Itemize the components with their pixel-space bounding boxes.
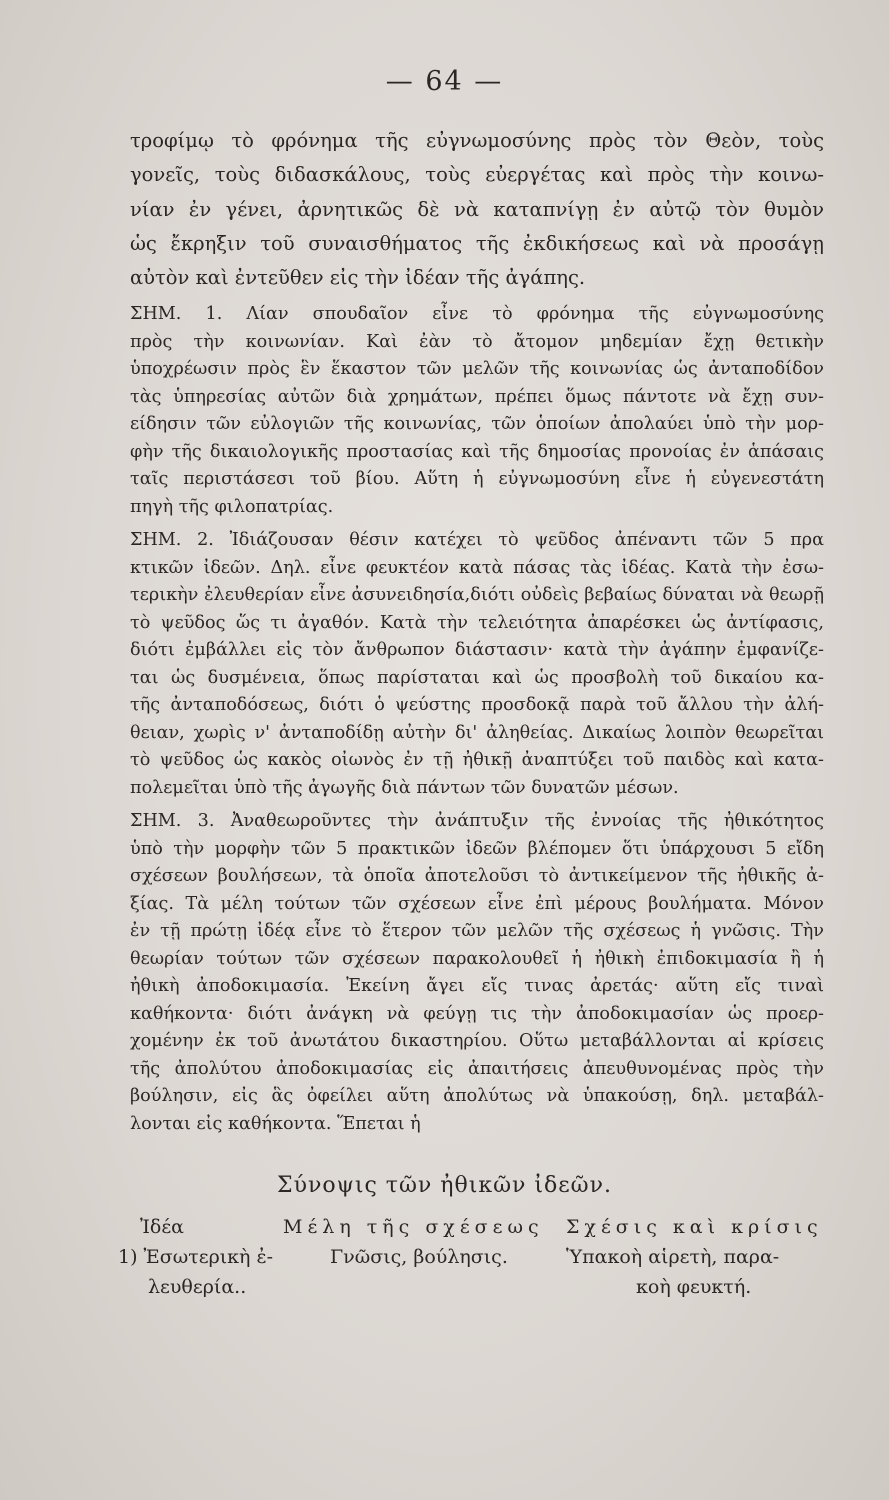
text-line: διότι ἐμβάλλει εἰς τὸν ἄνθρωπον διάστασιν· κατὰ τὴν ἀγάπην ἐμφανίζε- (130, 640, 824, 661)
text-line: φὴν τῆς δικαιολογικῆς προστασίας καὶ τῆς δημοσίας προνοίας ἐν ἁπάσαις (130, 441, 824, 462)
text-line: τῆς ἀνταποδόσεως, διότι ὁ ψεύστης προσδοκᾷ παρὰ τοῦ ἄλλου τὴν ἀλή- (130, 695, 824, 716)
text-line: τὰς ὑπηρεσίας αὐτῶν διὰ χρημάτων, πρέπει ὅμως πάντοτε νὰ ἔχῃ συν- (130, 386, 824, 407)
page-number: — 64 — (385, 66, 504, 97)
text-line: ΣΗΜ. 2. Ἰδιάζουσαν θέσιν κατέχει τὸ ψεῦδος ἀπέναντι τῶν 5 πρα (130, 530, 824, 551)
table-cell: λευθερία.. (148, 1276, 247, 1298)
table-row (118, 1246, 838, 1276)
text-line: ξίας. Τὰ μέλη τούτων τῶν σχέσεων εἶνε ἐπὶ μέρους βουλήματα. Μόνον (130, 893, 824, 914)
table-header-row (118, 1216, 838, 1246)
text-line: βούλησιν, εἰς ἃς ὀφείλει αὕτη ἀπολύτως νὰ ὑπακούσῃ, δηλ. μεταβάλ- (130, 1086, 824, 1107)
text-line: ὑποχρέωσιν πρὸς ἓν ἕκαστον τῶν μελῶν τῆς κοινωνίας ὡς ἀνταποδίδον (130, 359, 824, 380)
text-line: ΣΗΜ. 1. Λίαν σπουδαῖον εἶνε τὸ φρόνημα τῆς εὐγνωμοσύνης (130, 304, 824, 325)
page-body (130, 124, 824, 1138)
text-line: ὑπὸ τὴν μορφὴν τῶν 5 πρακτικῶν ἰδεῶν βλέπομεν ὅτι ὑπάρχουσι 5 εἴδη (130, 838, 824, 859)
text-line: ἠθικὴ ἀποδοκιμασία. Ἐκείνη ἄγει εἴς τινας ἀρετάς· αὕτη εἴς τιναὶ (130, 976, 824, 997)
note-2 (130, 527, 824, 802)
text-line: χομένην ἐκ τοῦ ἀνωτάτου δικαστηρίου. Οὕτω μεταβάλλονται αἱ κρίσεις (130, 1031, 824, 1052)
text-line: ται ὡς δυσμένεια, ὅπως παρίσταται καὶ ὡς προσβολὴ τοῦ δικαίου κα- (130, 667, 824, 688)
text-line: γονεῖς, τοὺς διδασκάλους, τοὺς εὐεργέτας καὶ πρὸς τὴν κοινω- (130, 163, 824, 187)
text-line: ταῖς περιστάσεσι τοῦ βίου. Αὕτη ἡ εὐγνωμοσύνη εἶνε ἡ εὐγενεστάτη (130, 469, 824, 490)
table-cell: Γνῶσις, βούλησις. (330, 1246, 508, 1268)
text-line: είδησιν τῶν εὐλογιῶν τῆς κοινωνίας, τῶν ὁποίων ἀπολαύει ὑπὸ τὴν μορ- (130, 414, 824, 435)
text-line: πρὸς τὴν κοινωνίαν. Καὶ ἐὰν τὸ ἄτομον μηδεμίαν ἔχῃ θετικὴν (130, 331, 824, 352)
text-line: σχέσεων βουλήσεων, τὰ ὁποῖα ἀποτελοῦσι τὸ ἀντικείμενον τῆς ἠθικῆς ἀ- (130, 866, 824, 887)
table-row-continued (118, 1276, 838, 1306)
text-line: τροφίμῳ τὸ φρόνημα τῆς εὐγνωμοσύνης πρὸς τὸν Θεὸν, τοὺς (130, 129, 824, 152)
text-line: ΣΗΜ. 3. Ἀναθεωροῦντες τὴν ἀνάπτυξιν τῆς ἐννοίας τῆς ἠθικότητος (130, 811, 824, 832)
text-line: πηγὴ τῆς φιλοπατρίας. (130, 496, 334, 517)
column-header: Μέλη τῆς σχέσεως (283, 1216, 544, 1238)
text-line: τερικὴν ἐλευθερίαν εἶνε ἀσυνειδησία,διότι οὐδεὶς βεβαίως δύναται νὰ θεωρῇ (130, 585, 824, 606)
note-1 (130, 301, 824, 521)
table-heading: Σύνοψις τῶν ἠθικῶν ἰδεῶν. (277, 1173, 612, 1198)
text-line: ὡς ἔκρηξιν τοῦ συναισθήματος τῆς ἐκδικήσεως καὶ νὰ προσάγῃ (130, 231, 824, 255)
table-cell: Ὑπακοὴ αἱρετὴ, παρα- (566, 1246, 780, 1268)
table-cell: 1) Ἐσωτερικὴ ἐ- (118, 1246, 274, 1268)
text-line: θειαν, χωρὶς ν' ἀνταποδίδῃ αὐτὴν δι' ἀληθείας. Δικαίως λοιπὸν θεωρεῖται (130, 722, 824, 743)
text-line: κτικῶν ἰδεῶν. Δηλ. εἶνε φευκτέον κατὰ πάσας τὰς ἰδέας. Κατὰ τὴν ἐσω- (130, 557, 824, 578)
text-line: καθήκοντα· διότι ἀνάγκη νὰ φεύγῃ τις τὴν ἀποδοκιμασίαν ὡς προερ- (130, 1003, 824, 1024)
text-line: αὐτὸν καὶ ἐντεῦθεν εἰς τὴν ἰδέαν τῆς ἀγάπης. (130, 266, 586, 290)
text-line: πολεμεῖται ὑπὸ τῆς ἀγωγῆς διὰ πάντων τῶν δυνατῶν μέσων. (130, 777, 679, 798)
ideas-table (118, 1216, 838, 1306)
text-line: νίαν ἐν γένει, ἀρνητικῶς δὲ νὰ καταπνίγῃ ἐν αὐτῷ τὸν θυμὸν (130, 197, 824, 221)
main-paragraph (130, 124, 824, 295)
text-line: τὸ ψεῦδος ὥς τι ἀγαθόν. Κατὰ τὴν τελειότητα ἀπαρέσκει ὡς ἀντίφασις, (130, 612, 824, 633)
column-header: Ἰδέα (140, 1216, 185, 1238)
text-line: λονται εἰς καθήκοντα. Ἕπεται ἡ (130, 1113, 421, 1134)
text-line: ἐν τῇ πρώτῃ ἰδέᾳ εἶνε τὸ ἕτερον τῶν μελῶν τῆς σχέσεως ἡ γνῶσις. Τὴν (130, 921, 824, 942)
text-line: τῆς ἀπολύτου ἀποδοκιμασίας εἰς ἀπαιτήσεις ἀπευθυνομένας πρὸς τὴν (130, 1058, 824, 1079)
text-line: τὸ ψεῦδος ὡς κακὸς οἰωνὸς ἐν τῇ ἠθικῇ ἀναπτύξει τοῦ παιδὸς καὶ κατα- (130, 750, 824, 771)
text-line: θεωρίαν τούτων τῶν σχέσεων παρακολουθεῖ ἡ ἠθικὴ ἐπιδοκιμασία ἢ ἡ (130, 948, 824, 969)
table-cell: κοὴ φευκτή. (636, 1276, 752, 1298)
column-header: Σχέσις καὶ κρίσις (566, 1216, 823, 1238)
note-3 (130, 808, 824, 1138)
